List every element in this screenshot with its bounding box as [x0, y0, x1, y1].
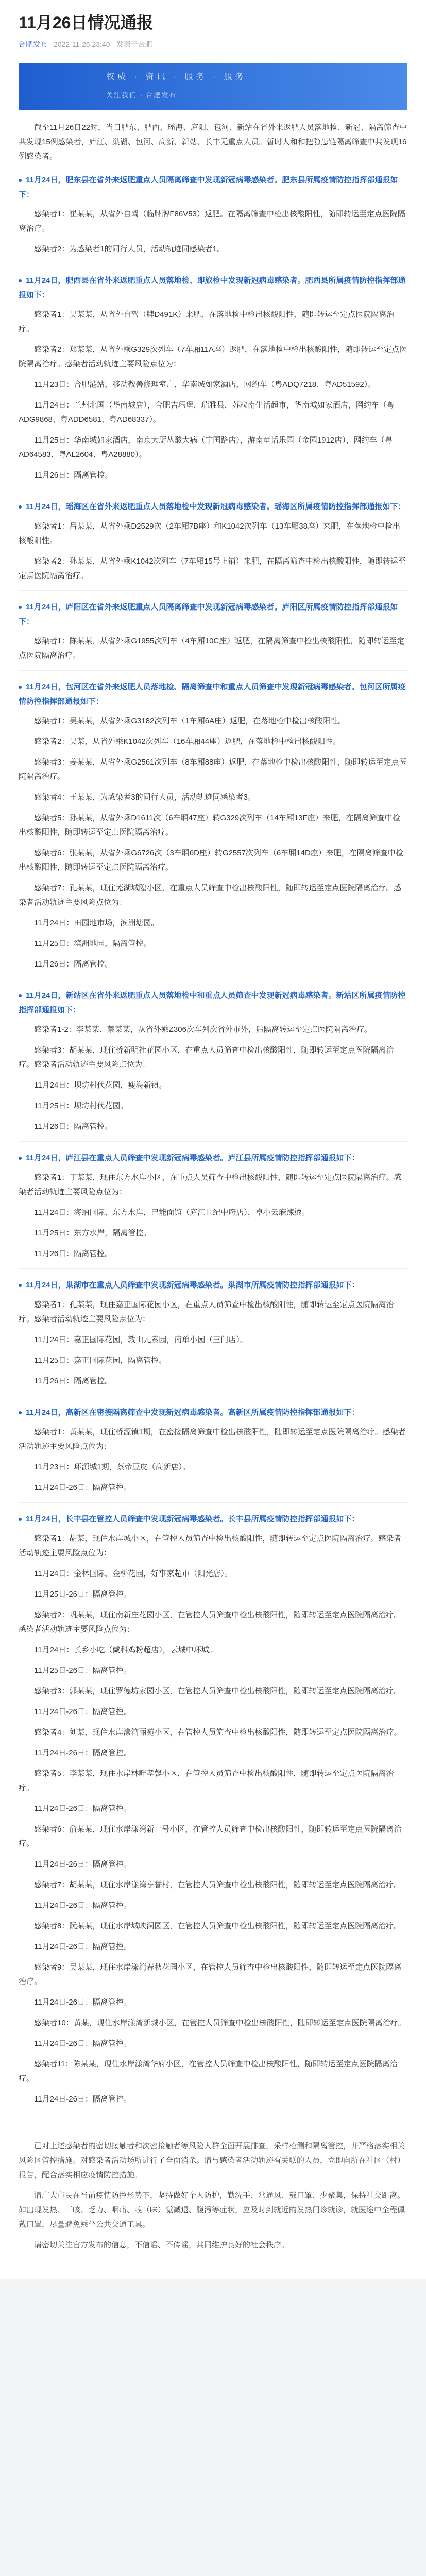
author: 发表于合肥: [116, 40, 152, 48]
section-paragraph: 感染者1：黄某某，现住桥源镇1期，在密接隔离筛查中检出核酸阳性，随即转运至定点医院隔离治疗。感染者活动轨迹主要风险点位为：: [19, 1428, 406, 1451]
section-divider: [19, 590, 407, 591]
section-heading: 11月24日，包河区在省外来返肥人员落地检、隔离筛查中和重点人员筛查中发现新冠病毒感染者。包河区所属疫情防控指挥部通报如下：: [19, 680, 407, 709]
section-paragraph: 感染者1：崔某某，从省外自驾（临牌牌F86V53）返肥。在隔离筛查中检出核酸阳性，随即转运至定点医院隔离治疗。: [19, 210, 405, 233]
section-paragraph: 11月25日：坝坊村代花园。: [34, 1101, 128, 1110]
section-paragraph: 感染者7：孔某某，现住芜湖城隍小区，在重点人员筛查中检出核酸阳性，随即转运至定点医院隔离治疗。感染者活动轨迹主要风险点位为：: [19, 884, 402, 907]
source-link[interactable]: 合肥发布: [19, 40, 47, 48]
section-paragraph: 11月26日：隔离管控。: [34, 1122, 113, 1131]
section-paragraph: 感染者3：胡某某，现住桥新明社花园小区，在重点人员筛查中检出核酸阳性，随即转运至定点医院隔离治疗。感染者活动轨迹主要风险点位为：: [19, 1046, 394, 1069]
section-paragraph: 感染者1：吴某某，从省外乘G3182次列车（1车厢6A座）返肥，在落地检中检出核酸阳性。: [34, 717, 346, 725]
section: [19, 500, 407, 591]
intro-paragraph: 截至11月26日22时，当日肥东、肥西、瑶海、庐阳、包河、新站在省外来返肥人员落地检、新冠、隔离筛查中共发现15例感染者，庐江、巢湖、包河、高新、新站、长丰无重点人员。暂时人和和把隐患链隔离筛查中共发现16例感染者。: [19, 123, 407, 161]
section: [19, 1151, 407, 1269]
banner-line-2: 关注我们 · 合肥发布: [106, 91, 177, 99]
section-paragraph: 感染者5：孙某某，从省外乘D1611次（6车厢47座）转G329次列车（14车厢13F座）来肥，在隔离筛查中检出核酸阳性，随即转运至定点医院隔离治疗。: [19, 814, 400, 837]
article-body: [19, 121, 407, 2279]
section-paragraph: 11月24日-26日：隔离管控。: [34, 1749, 131, 1757]
section-paragraph: 感染者2：孙某某，从省外乘K1042次列车（7车厢15号上铺）来肥，在隔离筛查中检出核酸阳性，随即转运至定点医院隔离治疗。: [19, 557, 406, 580]
footer-paragraph: 请广大市民在当前疫情防控形势下，坚持做好个人防护，勤洗手、常通风、戴口罩、少聚集，保持社交距离。如出现发热、干咳、乏力、咽痛、嗅（味）觉减退、腹泻等症状，应及时到就近的发热门诊就诊，就医途中全程佩戴口罩，尽量避免乘坐公共交通工具。: [19, 2191, 405, 2229]
publish-time: 2022-11-26 23:40: [54, 40, 110, 48]
section-paragraph: 感染者1：孔某某，现住嘉正国际花园小区，在重点人员筛查中检出核酸阳性，随即转运至定点医院隔离治疗。感染者活动轨迹主要风险点位为：: [19, 1300, 394, 1324]
section-divider: [19, 670, 407, 671]
section-paragraph: 感染者7：胡某某，现住水岸漾湾享誉村，在管控人员筛查中检出核酸阳性，随即转运至定点医院隔离治疗。: [34, 1880, 402, 1889]
section-heading: 11月24日，长丰县在管控人员筛查中发现新冠病毒感染者。长丰县所属疫情防控指挥部通报如下：: [19, 1512, 407, 1527]
section-paragraph: 11月24日：嘉正国际花园，敦山元素园，南单小园（三门店）。: [34, 1335, 248, 1344]
section-paragraph: 感染者11：陈某某，现住水岸漾湾华府小区，在管控人员筛查中检出核酸阳性，随即转运至定点医院隔离治疗。: [19, 2060, 398, 2083]
section: [19, 1512, 407, 2114]
section-paragraph: 11月24日-26日：隔离管控。: [34, 2039, 131, 2048]
section-paragraph: 感染者8：阮某某，现住水岸城映澜园区，在管控人员筛查中检出核酸阳性，随即转运至定点医院隔离治疗。: [34, 1922, 402, 1930]
section-heading: 11月24日，新站区在省外来返肥重点人员落地检中和重点人员筛查中发现新冠病毒感染者。新站区所属疫情防控指挥部通报如下：: [19, 989, 407, 1018]
section-paragraph: 感染者1：吕某某，从省外乘D2529次（2车厢7B座）和K1042次列车（13车厢38座）来肥，在落地检中检出核酸阳性。: [19, 522, 400, 545]
section-paragraph: 11月25日：滨洲地园，隔离管控。: [34, 939, 151, 948]
section-paragraph: 11月24日-26日：隔离管控。: [34, 2095, 131, 2104]
section-heading: 11月24日，肥西县在省外来返肥重点人员落地检、即旅检中发现新冠病毒感染者。肥西县所属疫情防控指挥部通报如下：: [19, 274, 407, 302]
section-paragraph: 11月24日-26日：隔离管控。: [34, 1707, 131, 1716]
section-paragraph: 感染者3：郭某某，现住罗德坊家园小区，在管控人员筛查中检出核酸阳性，随即转运至定点医院隔离治疗。: [34, 1687, 402, 1696]
section-paragraph: 感染者1：吴某某，从省外自驾（牌D491K）来肥，在落地检中检出核酸阳性，随即转运至定点医院隔离治疗。: [19, 310, 395, 333]
section: [19, 1278, 407, 1396]
section-paragraph: 感染者6：俞某某，现住水岸漾湾新一号小区，在管控人员筛查中检出核酸阳性，随即转运至定点医院隔离治疗。: [19, 1825, 402, 1848]
section-paragraph: 11月25日-26日：隔离管控。: [34, 1590, 131, 1599]
section-paragraph: 11月24日：金林国际，金桥花园，好事家超市（阳光店）。: [34, 1569, 232, 1578]
section-paragraph: 11月25日：华南城如家酒店，南京大厨丛酸大病（宁国路店），游南童话乐园（金园1912店），网约车（粤AD64583、粤AL2604、粤A28880）。: [19, 436, 393, 459]
section: [19, 173, 407, 264]
section: [19, 1405, 407, 1503]
section-heading: 11月24日，高新区在密接隔离筛查中发现新冠病毒感染者。高新区所属疫情防控指挥部通报如下：: [19, 1405, 407, 1420]
section-heading: 11月24日，庐阳区在省外来返肥重点人员隔离筛查中发现新冠病毒感染者。庐阳区所属疫情防控指挥部通报如下：: [19, 600, 407, 629]
section-paragraph: 11月24日-26日：隔离管控。: [34, 1998, 131, 2007]
footer-paragraph: 已对上述感染者的密切接触者和次密接触者等风险人群全面开展排查，采样检测和隔离管控，并严格落实相关风险区管控措施。对感染者活动场所进行了全面消杀。请与感染者活动轨迹有关联的人员，立即向所在社区（村）报告，配合落实相应疫情防控措施。: [19, 2142, 405, 2179]
section-paragraph: 感染者1：胡某，现住水岸城小区，在管控人员筛查中检出核酸阳性，随即转运至定点医院隔离治疗。感染者活动轨迹主要风险点位为：: [19, 1534, 402, 1557]
section-paragraph: 感染者2：为感染者1的同行人员，活动轨迹同感染者1。: [34, 245, 225, 253]
section-paragraph: 11月23日：合肥港站，移动鞍善修理室户，华南城如家酒店，网约车（粤ADQ7218、粤AD51592）。: [34, 380, 376, 389]
section: [19, 600, 407, 671]
section-paragraph: 11月24日-26日：隔离管控。: [34, 1942, 131, 1951]
section-paragraph: 11月25日：嘉正国际花园，隔离管控。: [34, 1356, 167, 1365]
section-paragraph: 感染者1：丁某某，现住东方水岸小区，在重点人员筛查中检出核酸阳性，随即转运至定点医院隔离治疗。感染者活动轨迹主要风险点位为：: [19, 1173, 402, 1196]
section-paragraph: 11月24日：长乡小吃（戴科鸡粉超店），云城中环城。: [34, 1646, 217, 1654]
banner-line-1: 权威 · 资讯 · 服务 · 服务: [106, 73, 247, 81]
section-heading: 11月24日，巢湖市在重点人员筛查中发现新冠病毒感染者。巢湖市所属疫情防控指挥部通报如下：: [19, 1278, 407, 1293]
section-heading: 11月24日，肥东县在省外来返肥重点人员隔离筛查中发现新冠病毒感染者。肥东县所属疫情防控指挥部通报如下：: [19, 173, 407, 202]
section-divider: [19, 1502, 407, 1503]
section: [19, 680, 407, 979]
section: [19, 274, 407, 490]
section-paragraph: 感染者10：黄某，现住水岸漾湾新城小区，在管控人员筛查中检出核酸阳性，随即转运至定点医院隔离治疗。: [34, 2019, 406, 2027]
section-paragraph: 11月24日-26日：隔离管控。: [34, 1860, 131, 1869]
section-paragraph: 11月26日：隔离管控。: [34, 1249, 113, 1258]
section-paragraph: 11月26日：隔离管控。: [34, 1377, 113, 1385]
section-paragraph: 11月23日：环源城1期，蔡帝豆皮（高新店）。: [34, 1463, 191, 1471]
section-paragraph: 感染者2：郑某某，从省外乘G329次列车（7车厢11A座）返肥，在落地检中检出核酸阳性，随即转运至定点医院隔离治疗。感染者活动轨迹主要风险点位为：: [19, 345, 407, 368]
section-paragraph: 11月25日：东方水岸，隔离管控。: [34, 1229, 151, 1238]
section-paragraph: 感染者6：张某某，从省外乘G6726次（3车厢6D座）转G2557次列车（6车厢14D座）来肥，在隔离筛查中检出核酸阳性，随即转运至定点医院隔离治疗。: [19, 849, 403, 872]
section-paragraph: 11月24日-26日：隔离管控。: [34, 1804, 131, 1813]
section-heading: 11月24日，瑶海区在省外来返肥重点人员落地检中发现新冠病毒感染者。瑶海区所属疫情防控指挥部通报如下：: [19, 500, 407, 514]
article-footer: [19, 2130, 407, 2279]
section-paragraph: 11月24日：海纳国际、东方水岸，巴能面馆（庐江世纪中府店），卓小云麻辣烫。: [34, 1208, 310, 1217]
section-paragraph: 感染者3：姜某某，从省外乘G2561次列车（8车厢88座）返肥，在落地检中检出核酸阳性，随即转运至定点医院隔离治疗。: [19, 758, 407, 781]
section-divider: [19, 1268, 407, 1269]
section-divider: [19, 1141, 407, 1142]
section-paragraph: 11月24日-26日：隔离管控。: [34, 1483, 131, 1492]
section-paragraph: 11月26日：隔离管控。: [34, 960, 113, 969]
section-paragraph: 感染者1-2：李某某、蔡某某，从省外乘Z306次车列次省外市外，后隔离转运至定点医院隔离治疗。: [34, 1025, 372, 1034]
section-paragraph: 感染者2：吴某，从省外乘K1042次列车（16车厢44座）返肥，在落地检中检出核酸阳性。: [34, 737, 341, 746]
section-paragraph: 11月24日：田园地市场，滨洲塘园。: [34, 919, 159, 927]
section: [19, 989, 407, 1142]
section-paragraph: 感染者2：巩某某，现住南新庄花园小区，在管控人员筛查中检出核酸阳性，随即转运至定点医院隔离治疗。感染者活动轨迹主要风险点位为：: [19, 1611, 402, 1634]
sections: [19, 173, 407, 2114]
article-title: 11月26日情况通报: [19, 13, 154, 32]
article-meta: [19, 39, 407, 49]
header-banner: [19, 63, 407, 110]
section-paragraph: 感染者4：刘某，现住水岸漾湾丽苑小区，在管控人员筛查中检出核酸阳性，随即转运至定点医院隔离治疗。: [34, 1728, 402, 1737]
section-paragraph: 11月24日：坝坊村代花园，瘦海新镇。: [34, 1081, 167, 1090]
section-paragraph: 11月25日-26日：隔离管控。: [34, 1666, 131, 1675]
section-paragraph: 感染者5：李某某，现住水岸林畔孝馨小区，在管控人员筛查中检出核酸阳性，随即转运至定点医院隔离治疗。: [19, 1769, 394, 1792]
footer-paragraph: 请密切关注官方发布的信息，不信谣、不传谣，共同维护良好的社会秩序。: [34, 2241, 289, 2249]
section-heading: 11月24日，庐江县在重点人员筛查中发现新冠病毒感染者。庐江县所属疫情防控指挥部通报如下：: [19, 1151, 407, 1165]
section-paragraph: 感染者4：王某某，为感染者3的同行人员，活动轨迹同感染者3。: [34, 793, 256, 802]
section-paragraph: 感染者1：陈某某，从省外乘G1955次列车（4车厢10C座）返肥，在隔离筛查中检出核酸阳性，随即转运至定点医院隔离治疗。: [19, 637, 405, 660]
section-paragraph: 11月26日：隔离管控。: [34, 471, 113, 480]
section-paragraph: 11月24日-26日：隔离管控。: [34, 1901, 131, 1910]
section-paragraph: 感染者9：吴某某，现住水岸漾湾春秋花园小区，在管控人员筛查中检出核酸阳性，随即转运至定点医院隔离治疗。: [19, 1963, 402, 1986]
section-paragraph: 11月24日：兰州北国（华南城店），合肥吉玛堡，瑞雅县，苏粒南生活超市，华南城如家酒店，网约车（粤ADG9868、粤ADD6581、粤AD68337）。: [19, 401, 395, 424]
